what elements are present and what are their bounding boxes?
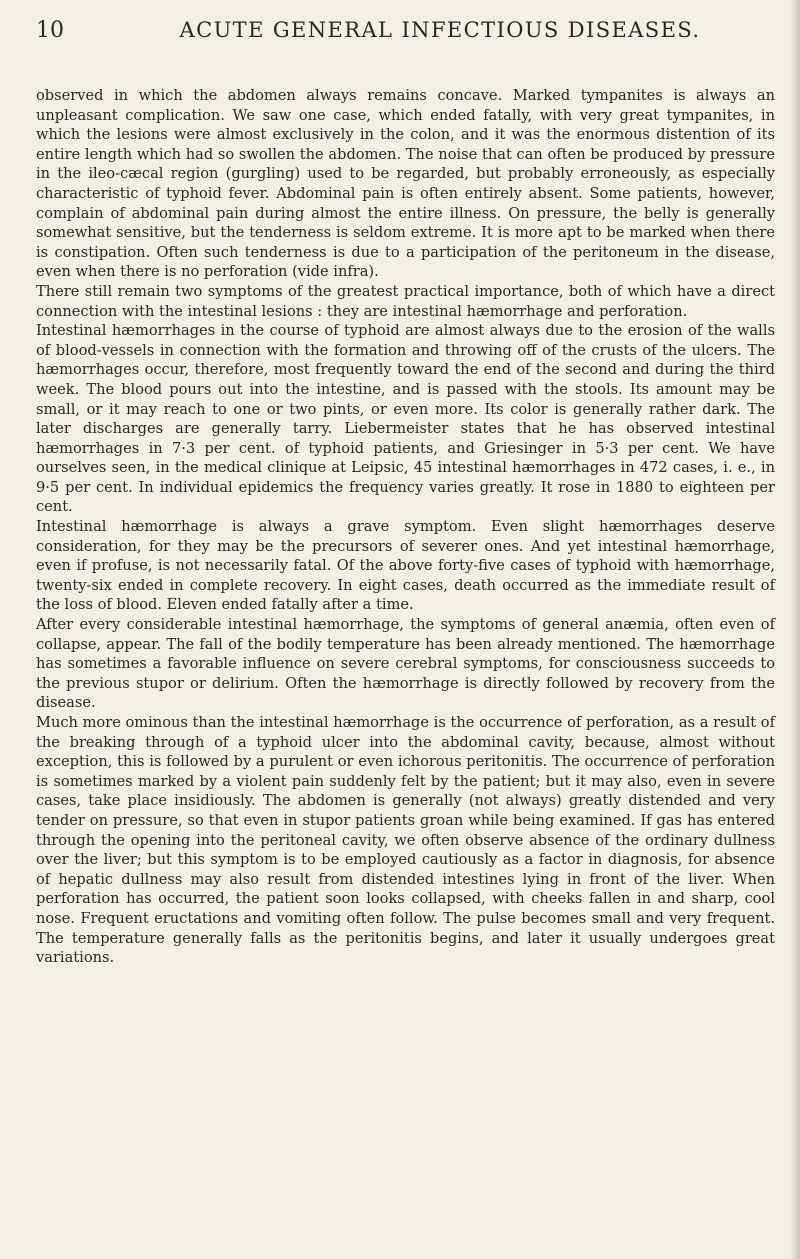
paragraph-intestinal-haemorrhages: Intestinal hæmorrhages in the course of typhoid are almost always due to the erosion of the walls of blood-vessels in connection with the formation and throwing off of the crusts of the ulcers. The hæmorrhages occur, therefore, most frequently toward the end of the second and during the third week. The blood pours out into the intestine, and is passed with the stools. Its amount may be small, or it may reach to one or two pints, or even more. Its color is generally rather dark. The later discharges are generally tarry. Liebermeister states that he has observed intestinal hæmorrhages in 7·3 per cent. of typhoid patients, and Griesinger in 5·3 per cent. We have ourselves seen, in the medical clinique at Leipsic, 45 intestinal hæmorrhages in 472 cases, i. e., in 9·5 per cent. In individual epidemics the frequency varies greatly. It rose in 1880 to eighteen per cent. (36, 322, 775, 516)
paragraph-tympanites: observed in which the abdomen always remains concave. Marked tympanites is always an unpleasant complication. We saw one case, which ended fatally, with very great tympanites, in which the lesions were almost exclusively in the colon, and it was the enormous distention of its entire length which had so swollen the abdomen. The noise that can often be produced by pressure in the ileo-cæcal region (gurgling) used to be regarded, but probably erroneously, as especially characteristic of typhoid fever. Abdominal pain is often entirely absent. Some patients, however, complain of abdominal pain during almost the entire illness. On pressure, the belly is generally somewhat sensitive, but the tenderness is seldom extreme. It is more apt to be marked when there is constipation. Often such tenderness is due to a participation of the peritoneum in the disease, even when there is no perforation (vide infra). (36, 87, 775, 281)
running-title: ACUTE GENERAL INFECTIOUS DISEASES. (179, 18, 701, 42)
page-number: 10 (36, 18, 64, 43)
paragraph-grave-symptom: Intestinal hæmorrhage is always a grave symptom. Even slight hæmorrhages deserve consideration, for they may be the precursors of severer ones. And yet intestinal hæmorrhage, even if profuse, is not necessarily fatal. Of the above forty-five cases of typhoid with hæmorrhage, twenty-six ended in complete recovery. In eight cases, death occurred as the immediate result of the loss of blood. Eleven ended fatally after a time. (36, 518, 775, 614)
body-text (36, 86, 775, 968)
page-edge-shadow (790, 0, 800, 1259)
paragraph-two-symptoms: There still remain two symptoms of the greatest practical importance, both of which have a direct connection with the intestinal lesions : they are intestinal hæmorrhage and perforation. (36, 282, 775, 320)
paragraph-after-haemorrhage: After every considerable intestinal hæmorrhage, the symptoms of general anæmia, often even of collapse, appear. The fall of the bodily temperature has been already mentioned. The hæmorrhage has sometimes a favorable influence on severe cerebral symptoms, for consciousness succeeds to the previous stupor or delirium. Often the hæmorrhage is directly followed by recovery from the disease. (36, 616, 775, 712)
page-header (36, 10, 764, 44)
paragraph-perforation: Much more ominous than the intestinal hæmorrhage is the occurrence of perforation, as a result of the breaking through of a typhoid ulcer into the abdominal cavity, because, almost without exception, this is followed by a purulent or even ichorous peritonitis. The occurrence of perforation is sometimes marked by a violent pain suddenly felt by the patient; but it may also, even in severe cases, take place insidiously. The abdomen is generally (not always) greatly distended and very tender on pressure, so that even in stupor patients groan while being examined. If gas has entered through the opening into the peritoneal cavity, we often observe absence of the ordinary dullness over the liver; but this symptom is to be employed cautiously as a factor in diagnosis, for absence of hepatic dullness may also result from distended intestines lying in front of the liver. When perforation has occurred, the patient soon looks collapsed, with cheeks fallen in and sharp, cool nose. Frequent eructations and vomiting often follow. The pulse becomes small and very frequent. The temperature generally falls as the peritonitis begins, and later it usually undergoes great variations. (36, 714, 775, 967)
